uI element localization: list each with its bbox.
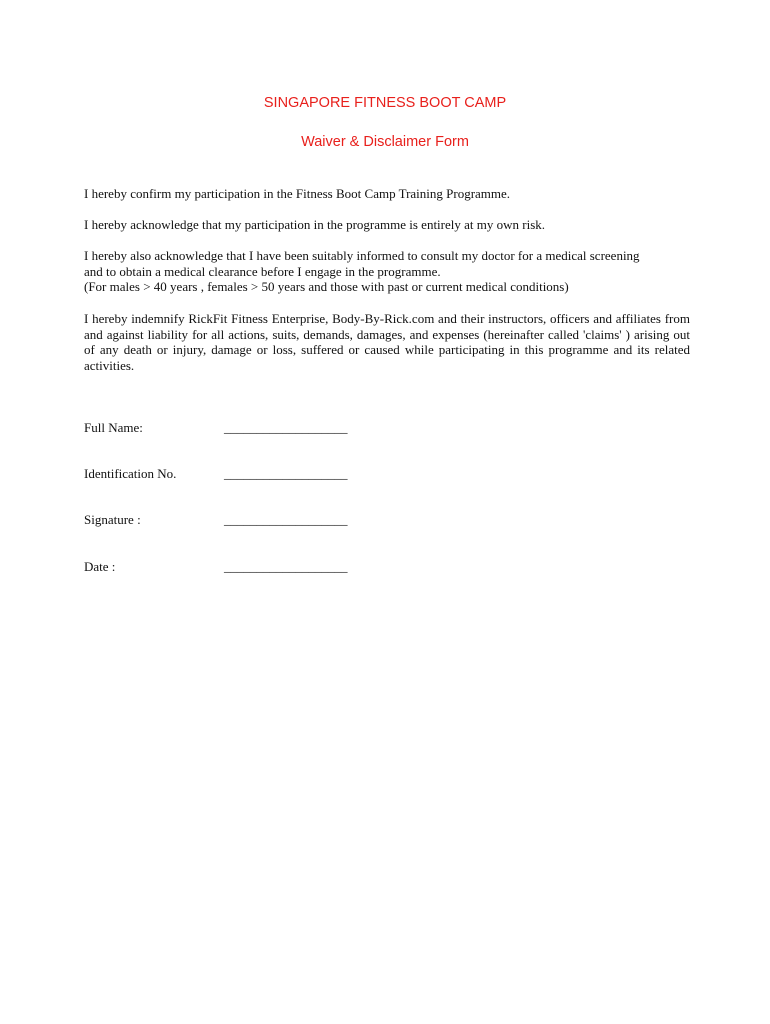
risk-acknowledgement-paragraph: I hereby acknowledge that my participation in the programme is entirely at my own risk. <box>84 217 546 232</box>
medical-clearance-paragraph <box>84 248 690 295</box>
document-subtitle: Waiver & Disclaimer Form <box>301 134 469 150</box>
medical-clearance-line-1: I hereby also acknowledge that I have been suitably informed to consult my doctor for a medical screening <box>84 248 640 263</box>
indemnity-paragraph: I hereby indemnify RickFit Fitness Enterprise, Body-By-Rick.com and their instructors, officers and affiliates from and against liability for all actions, suits, demands, damages, and expenses (hereinafter called 'claims' ) arising out of any death or injury, damage or loss, suffered or caused while participating in this programme and its related activities. <box>84 311 690 373</box>
full-name-line[interactable]: ___________________ <box>224 420 348 435</box>
signature-label: Signature : <box>84 512 141 527</box>
confirmation-paragraph: I hereby confirm my participation in the Fitness Boot Camp Training Programme. <box>84 186 511 201</box>
identification-no-line[interactable]: ___________________ <box>224 466 348 481</box>
full-name-label: Full Name: <box>84 420 143 435</box>
signature-line[interactable]: ___________________ <box>224 512 348 527</box>
medical-clearance-line-2: and to obtain a medical clearance before I engage in the programme. <box>84 263 441 279</box>
document-title: SINGAPORE FITNESS BOOT CAMP <box>263 95 507 111</box>
date-label: Date : <box>84 559 116 574</box>
identification-no-label: Identification No. <box>84 466 177 481</box>
date-line[interactable]: ___________________ <box>224 559 348 574</box>
medical-clearance-line-3: (For males > 40 years , females > 50 years and those with past or current medical conditions) <box>84 279 569 294</box>
